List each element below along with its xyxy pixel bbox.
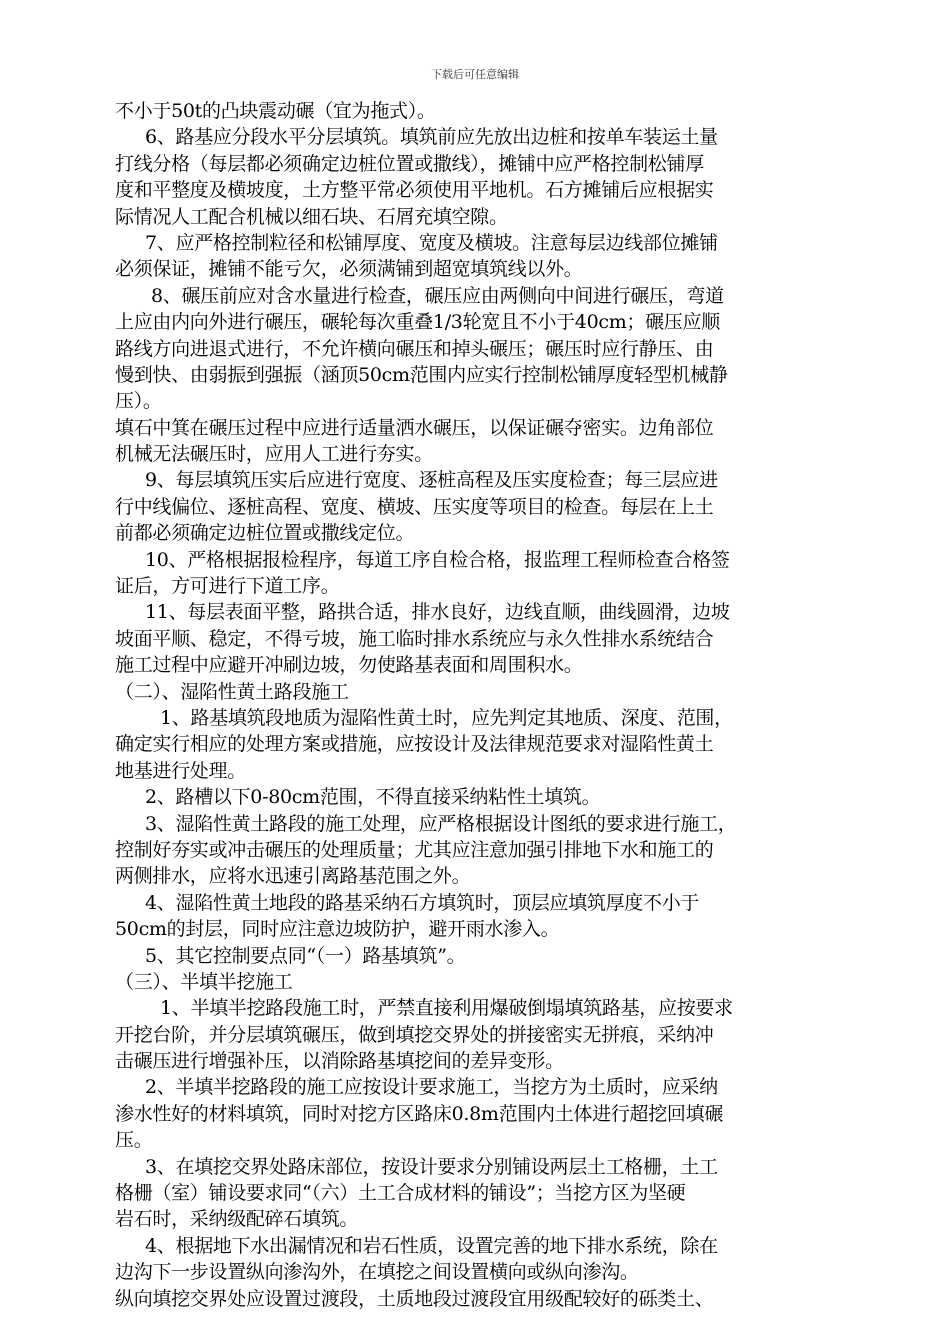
text-line: 渗水性好的材料填筑，同时对挖方区路床0.8m范围内土体进行超挖回填碾	[115, 1102, 724, 1125]
text-line: 填石中箕在碾压过程中应进行适量洒水碾压，以保证碾夺密实。边角部位	[115, 416, 714, 439]
text-line: 际情况人工配合机械以细石块、石屑充填空隙。	[115, 205, 508, 228]
text-line: 地基进行处理。	[115, 759, 246, 782]
text-line: 机械无法碾压时，应用人工进行夯实。	[115, 443, 433, 466]
text-line: 边沟下一步设置纵向渗沟外，在填挖之间设置横向或纵向渗沟。	[115, 1261, 639, 1284]
document-body	[115, 98, 835, 1312]
text-line: 行中线偏位、逐桩高程、宽度、横坡、压实度等项目的检查。每层在上土	[115, 495, 714, 518]
text-line: 确定实行相应的处理方案或措施，应按设计及法律规范要求对湿陷性黄土	[115, 733, 714, 756]
text-line: 9、每层填筑压实后应进行宽度、逐桩高程及压实度检查；每三层应进	[145, 469, 718, 492]
text-line: 5、其它控制要点同“（一）路基填筑”。	[145, 944, 466, 967]
text-line: 2、半填半挖路段的施工应按设计要求施工，当挖方为土质时，应采纳	[145, 1076, 718, 1099]
text-line: 不小于50t的凸块震动碾（宜为拖式）。	[115, 100, 436, 122]
text-line: 路线方向进退式进行，不允许横向碾压和掉头碾压；碾压时应行静压、由	[115, 337, 714, 360]
text-line: 50cm的封层，同时应注意边坡防护，避开雨水渗入。	[115, 918, 560, 941]
text-line: 开挖台阶，并分层填筑碾压，做到填挖交界处的拼接密实无拼痕，采纳冲	[115, 1023, 714, 1046]
text-line: 坡面平顺、稳定，不得亏坡，施工临时排水系统应与永久性排水系统结合	[115, 627, 714, 650]
text-line: 1、半填半挖路段施工时，严禁直接利用爆破倒塌填筑路基，应按要求	[160, 997, 733, 1020]
text-line: （二）、湿陷性黄土路段施工	[115, 680, 349, 703]
text-line: 上应由内向外进行碾压，碾轮每次重叠1/3轮宽且不小于40cm；碾压应顺	[115, 311, 720, 334]
text-line: 格栅（室）铺设要求同“（六）土工合成材料的铺设”；当挖方区为坚硬	[115, 1182, 686, 1205]
text-line: 施工过程中应避开冲刷边坡，勿使路基表面和周围积水。	[115, 654, 583, 677]
text-line: 压。	[115, 1129, 153, 1152]
text-line: 4、湿陷性黄土地段的路基采纳石方填筑时，顶层应填筑厚度不小于	[145, 891, 700, 914]
text-line: 3、湿陷性黄土路段的施工处理，应严格根据设计图纸的要求进行施工，	[145, 812, 737, 835]
text-line: 证后，方可进行下道工序。	[115, 575, 340, 598]
text-line: 3、在填挖交界处路床部位，按设计要求分别铺设两层土工格栅，土工	[145, 1155, 718, 1178]
text-line: 前都必须确定边桩位置或撒线定位。	[115, 522, 415, 545]
text-line: 控制好夯实或冲击碾压的处理质量；尤其应注意加强引排地下水和施工的	[115, 838, 714, 861]
text-line: 7、应严格控制粒径和松铺厚度、宽度及横坡。注意每层边线部位摊铺	[145, 231, 718, 254]
text-line: 慢到快、由弱振到强振（涵顶50cm范围内应实行控制松铺厚度轻型机械静	[115, 363, 728, 386]
text-line: 1、路基填筑段地质为湿陷性黄土时，应先判定其地质、深度、范围，	[160, 706, 733, 729]
text-line: 两侧排水，应将水迅速引离路基范围之外。	[115, 865, 471, 888]
text-line: 8、碾压前应对含水量进行检查，碾压应由两侧向中间进行碾压，弯道	[151, 284, 724, 307]
text-line: 必须保证，摊铺不能亏欠，必须满铺到超宽填筑线以外。	[115, 258, 583, 281]
text-line: 岩石时，采纳级配碎石填筑。	[115, 1208, 359, 1231]
text-line: 4、根据地下水出漏情况和岩石性质，设置完善的地下排水系统，除在	[145, 1234, 718, 1257]
text-line: 压）。	[115, 390, 162, 413]
page-header: 下载后可任意编辑	[431, 68, 519, 81]
text-line: 2、路槽以下0-80cm范围，不得直接采纳粘性土填筑。	[145, 786, 601, 809]
text-line: 打线分格（每层都必须确定边桩位置或撒线），摊铺中应严格控制松铺厚	[115, 152, 704, 175]
text-line: 10、严格根据报检程序，每道工序自检合格，报监理工程师检查合格签	[145, 548, 730, 571]
text-line: 11、每层表面平整，路拱合适，排水良好，边线直顺，曲线圆滑，边坡	[145, 601, 730, 624]
text-line: （三）、半填半挖施工	[115, 970, 293, 993]
text-line: 6、路基应分段水平分层填筑。填筑前应先放出边桩和按单车装运土量	[145, 126, 718, 149]
text-line: 度和平整度及横坡度，土方整平常必须使用平地机。石方摊铺后应根据实	[115, 179, 714, 202]
text-line: 击碾压进行增强补压，以消除路基填挖间的差异变形。	[115, 1050, 564, 1073]
text-line: 纵向填挖交界处应设置过渡段，土质地段过渡段宜用级配较好的砾类土、	[115, 1287, 714, 1310]
